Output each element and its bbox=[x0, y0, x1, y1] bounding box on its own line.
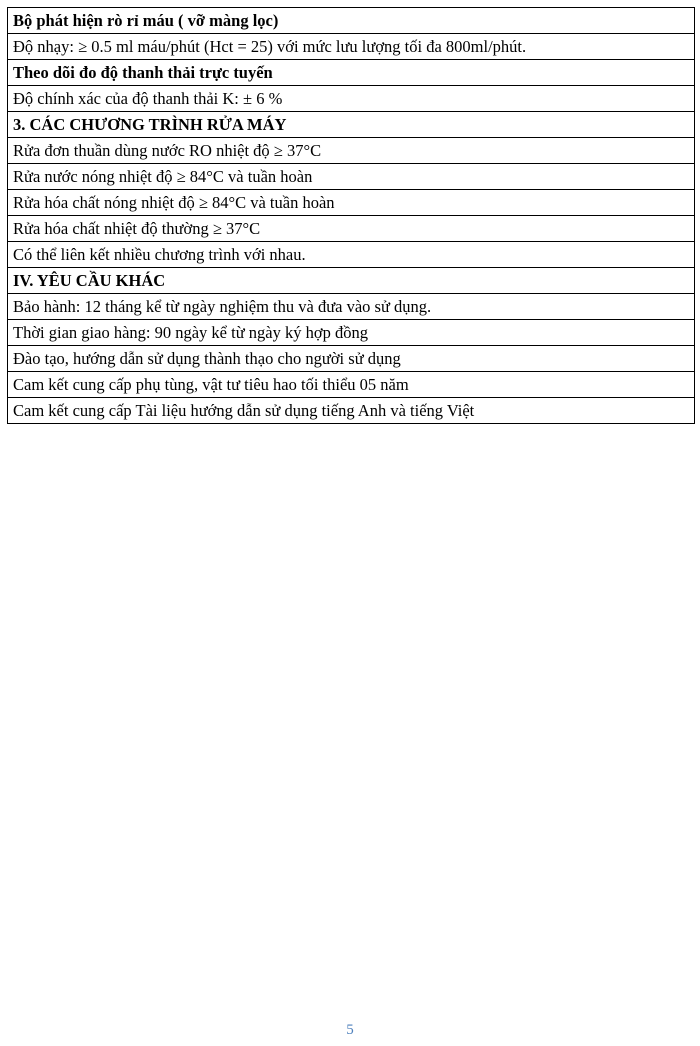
table-row bbox=[8, 346, 695, 372]
table-row bbox=[8, 268, 695, 294]
spec-cell: Thời gian giao hàng: 90 ngày kể từ ngày ký hợp đồng bbox=[8, 320, 695, 346]
spec-cell: Độ nhạy: ≥ 0.5 ml máu/phút (Hct = 25) với mức lưu lượng tối đa 800ml/phút. bbox=[8, 34, 695, 60]
table-row bbox=[8, 294, 695, 320]
section-heading-other-requirements: IV. YÊU CẦU KHÁC bbox=[8, 268, 695, 294]
spec-cell: Rửa hóa chất nóng nhiệt độ ≥ 84°C và tuần hoàn bbox=[8, 190, 695, 216]
table-row bbox=[8, 372, 695, 398]
table-row bbox=[8, 60, 695, 86]
table-row bbox=[8, 242, 695, 268]
table-row bbox=[8, 34, 695, 60]
spec-table bbox=[7, 7, 695, 424]
section-heading-clearance-monitoring: Theo dõi đo độ thanh thải trực tuyến bbox=[8, 60, 695, 86]
spec-cell: Đào tạo, hướng dẫn sử dụng thành thạo cho người sử dụng bbox=[8, 346, 695, 372]
table-row bbox=[8, 320, 695, 346]
table-row bbox=[8, 8, 695, 34]
spec-cell: Rửa nước nóng nhiệt độ ≥ 84°C và tuần hoàn bbox=[8, 164, 695, 190]
spec-cell: Cam kết cung cấp Tài liệu hướng dẫn sử dụng tiếng Anh và tiếng Việt bbox=[8, 398, 695, 424]
page-number: 5 bbox=[346, 1022, 354, 1038]
table-row bbox=[8, 398, 695, 424]
spec-cell: Cam kết cung cấp phụ tùng, vật tư tiêu hao tối thiểu 05 năm bbox=[8, 372, 695, 398]
table-row bbox=[8, 112, 695, 138]
table-row bbox=[8, 216, 695, 242]
table-row bbox=[8, 138, 695, 164]
spec-cell: Bảo hành: 12 tháng kể từ ngày nghiệm thu và đưa vào sử dụng. bbox=[8, 294, 695, 320]
spec-cell: Rửa hóa chất nhiệt độ thường ≥ 37°C bbox=[8, 216, 695, 242]
section-heading-cleaning-programs: 3. CÁC CHƯƠNG TRÌNH RỬA MÁY bbox=[8, 112, 695, 138]
table-row bbox=[8, 190, 695, 216]
table-row bbox=[8, 86, 695, 112]
table-row bbox=[8, 164, 695, 190]
section-heading-blood-leak-detector: Bộ phát hiện rò rỉ máu ( vỡ màng lọc) bbox=[8, 8, 695, 34]
spec-cell: Độ chính xác của độ thanh thải K: ± 6 % bbox=[8, 86, 695, 112]
spec-cell: Rửa đơn thuần dùng nước RO nhiệt độ ≥ 37°C bbox=[8, 138, 695, 164]
spec-cell: Có thể liên kết nhiều chương trình với nhau. bbox=[8, 242, 695, 268]
